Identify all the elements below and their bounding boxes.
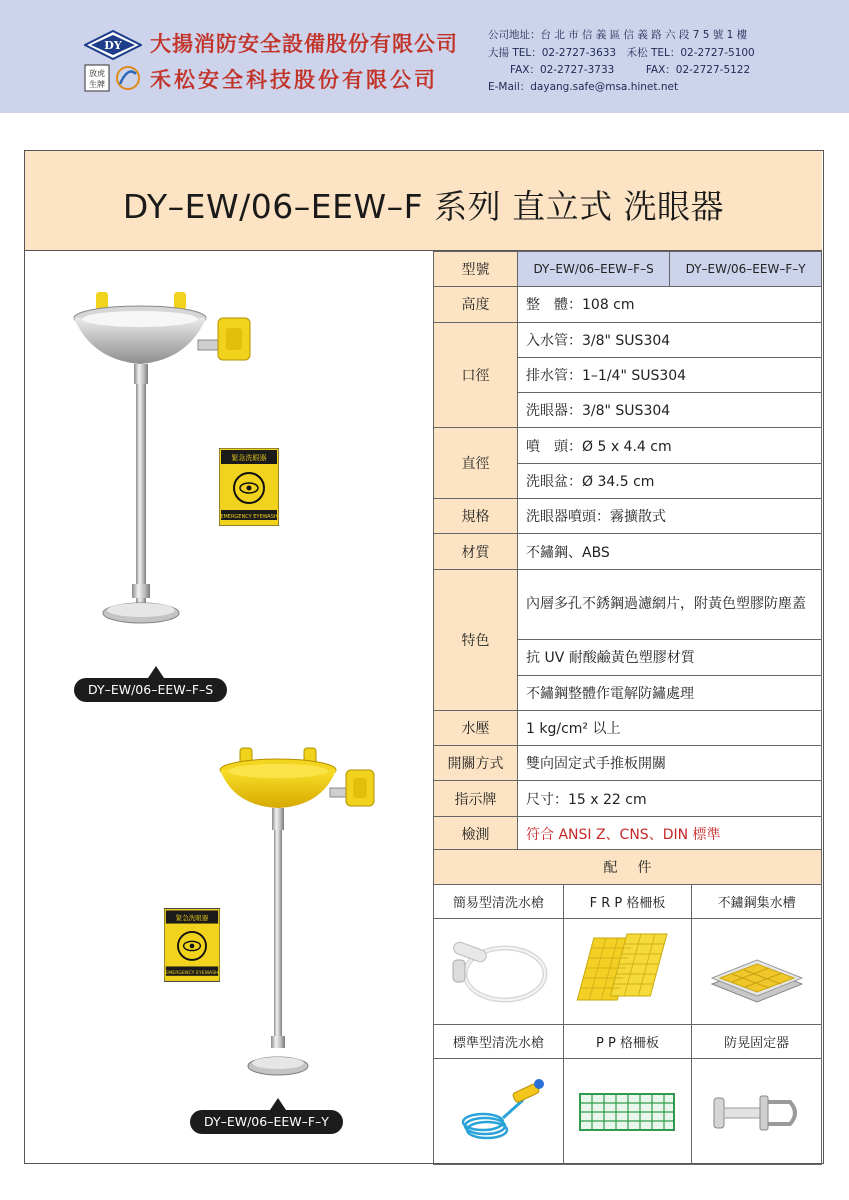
company-header <box>0 0 849 113</box>
svg-text:放虎: 放虎 <box>89 69 105 78</box>
svg-text:EMERGENCY EYEWASH: EMERGENCY EYEWASH <box>165 970 219 976</box>
spec-row-test <box>434 816 822 851</box>
accessories-heading: 配件 <box>434 850 822 885</box>
spec-label-diameter: 直徑 <box>434 428 518 499</box>
spec-value-sign: 尺寸：15 x 22 cm <box>518 781 822 816</box>
accessory-image <box>563 1059 692 1165</box>
spec-row-type <box>434 499 822 534</box>
spec-label-pressure: 水壓 <box>434 710 518 745</box>
accessory-label: P P 格柵板 <box>563 1025 692 1059</box>
accessory-image <box>434 1059 564 1165</box>
spec-value-pressure: 1 kg/cm² 以上 <box>518 710 822 745</box>
spec-label-switch: 開關方式 <box>434 746 518 781</box>
spec-label-material: 材質 <box>434 534 518 569</box>
simple-spray-gun-icon <box>443 930 553 1010</box>
caption-pointer-s <box>148 666 164 678</box>
spec-row-switch <box>434 746 822 781</box>
accessory-image <box>434 919 564 1025</box>
spec-row-model <box>434 252 822 287</box>
spec-value-feature-uv: 抗 UV 耐酸鹼黃色塑膠材質 <box>518 640 822 675</box>
emergency-eyewash-sign-icon <box>219 448 279 526</box>
accessory-image <box>692 1059 822 1165</box>
spec-label-caliber: 口徑 <box>434 322 518 428</box>
spec-row-sign <box>434 781 822 816</box>
spec-value-caliber-inlet: 入水管：3/8" SUS304 <box>518 322 822 357</box>
spec-row-material <box>434 534 822 569</box>
spec-label-model: 型號 <box>434 252 518 287</box>
svg-text:緊急洗眼器: 緊急洗眼器 <box>175 913 209 922</box>
company-fax: FAX：02-2727-3733 FAX：02-2727-5122 <box>510 64 751 76</box>
pp-grating-icon <box>572 1070 682 1150</box>
spec-label-sign: 指示牌 <box>434 781 518 816</box>
spec-value-caliber-drain: 排水管：1–1/4" SUS304 <box>518 357 822 392</box>
spec-value-feature-filter: 內層多孔不銹鋼過濾網片，附黃色塑膠防塵蓋 <box>518 569 822 640</box>
spec-value-diameter-nozzle: 噴 頭：Ø 5 x 4.4 cm <box>518 428 822 463</box>
spec-label-test: 檢測 <box>434 816 518 851</box>
title-bar <box>25 151 822 251</box>
accessory-label: 標準型清洗水槍 <box>434 1025 564 1059</box>
page-title: DY–EW/06–EEW–F 系列 直立式 洗眼器 <box>122 187 725 226</box>
model-s-cell: DY–EW/06–EEW–F–S <box>518 252 670 287</box>
spec-value-type: 洗眼器噴頭：霧擴散式 <box>518 499 822 534</box>
accessory-image <box>692 919 822 1025</box>
standard-spray-gun-icon <box>443 1070 553 1150</box>
caption-model-y: DY–EW/06–EEW–F–Y <box>190 1110 343 1134</box>
svg-text:DY: DY <box>104 39 122 52</box>
spec-row-feature <box>434 569 822 640</box>
eyewash-yellow-image <box>218 744 380 1086</box>
dy-logo-icon <box>84 30 142 60</box>
accessory-label: 防晃固定器 <box>692 1025 822 1059</box>
spec-value-feature-rustproof: 不鏽鋼整體作電解防鏽處理 <box>518 675 822 710</box>
hesong-logo-icon <box>84 64 142 92</box>
spec-row-height <box>434 287 822 322</box>
company-tel: 大揚 TEL：02-2727-3633 禾松 TEL：02-2727-5100 <box>488 47 755 59</box>
spec-label-feature: 特色 <box>434 569 518 710</box>
frp-grating-icon <box>572 930 682 1010</box>
spec-value-material: 不鏽鋼、ABS <box>518 534 822 569</box>
anti-sway-bracket-icon <box>702 1070 812 1150</box>
stainless-drain-tray-icon <box>702 930 812 1010</box>
accessory-label: 不鏽鋼集水槽 <box>692 885 822 919</box>
caption-pointer-y <box>270 1098 286 1110</box>
accessory-image <box>563 919 692 1025</box>
spec-row-diameter <box>434 428 822 463</box>
caption-model-s: DY–EW/06–EEW–F–S <box>74 678 227 702</box>
spec-value-height: 整 體：108 cm <box>518 287 822 322</box>
spec-table <box>433 251 822 852</box>
company-name-dayang: 大揚消防安全設備股份有限公司 <box>150 32 458 56</box>
svg-text:EMERGENCY EYEWASH: EMERGENCY EYEWASH <box>220 514 278 520</box>
svg-text:生牌: 生牌 <box>89 80 105 89</box>
emergency-eyewash-sign-icon <box>164 903 220 987</box>
spec-row-caliber <box>434 322 822 357</box>
company-address: 公司地址：台 北 市 信 義 區 信 義 路 六 段 7 5 號 1 樓 <box>488 29 748 41</box>
spec-row-pressure <box>434 710 822 745</box>
company-name-hesong: 禾松安全科技股份有限公司 <box>150 68 438 92</box>
spec-value-switch: 雙向固定式手推板開關 <box>518 746 822 781</box>
accessory-label: F R P 格柵板 <box>563 885 692 919</box>
spec-value-diameter-bowl: 洗眼盆：Ø 34.5 cm <box>518 463 822 498</box>
spec-value-caliber-eyewash: 洗眼器：3/8" SUS304 <box>518 393 822 428</box>
spec-value-test: 符合 ANSI Z、CNS、DIN 標準 <box>518 816 822 851</box>
accessory-label: 簡易型清洗水槍 <box>434 885 564 919</box>
model-y-cell: DY–EW/06–EEW–F–Y <box>670 252 822 287</box>
spec-label-height: 高度 <box>434 287 518 322</box>
svg-text:緊急洗眼器: 緊急洗眼器 <box>231 454 267 462</box>
accessories-table <box>433 849 822 1165</box>
spec-label-type: 規格 <box>434 499 518 534</box>
company-email[interactable]: E-Mail：dayang.safe@msa.hinet.net <box>488 81 679 93</box>
